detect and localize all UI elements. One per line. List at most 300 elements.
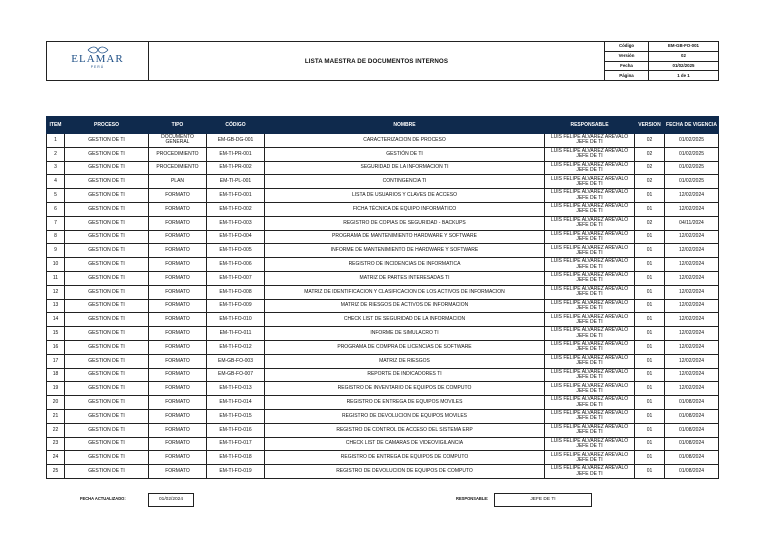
cell-proceso: GESTION DE TI xyxy=(65,327,149,341)
table-row xyxy=(47,244,719,258)
cell-item: 24 xyxy=(47,451,65,465)
cell-nombre: REGISTRO DE INVENTARIO DE EQUIPOS DE COMPUTO xyxy=(265,382,545,396)
cell-codigo: EM-TI-FO-009 xyxy=(207,299,265,313)
cell-fecha: 12/02/2024 xyxy=(665,202,719,216)
cell-responsible xyxy=(545,230,635,244)
table-row xyxy=(47,313,719,327)
cell-codigo: EM-TI-PL-001 xyxy=(207,175,265,189)
cell-responsible xyxy=(545,465,635,479)
cell-item: 6 xyxy=(47,202,65,216)
cell-item: 23 xyxy=(47,437,65,451)
cell-codigo: EM-GB-FO-003 xyxy=(207,354,265,368)
responsible-role: JEFE DE TI xyxy=(576,401,603,408)
cell-tipo: FORMATO xyxy=(149,327,207,341)
cell-item: 25 xyxy=(47,465,65,479)
cell-version: 01 xyxy=(635,285,665,299)
cell-proceso: GESTION DE TI xyxy=(65,382,149,396)
logo-subtitle: PERÚ xyxy=(90,65,105,69)
cell-responsible xyxy=(545,368,635,382)
responsible-name: LUIS FELIPE ALVAREZ AREVALO xyxy=(550,258,629,265)
cell-fecha: 12/02/2024 xyxy=(665,327,719,341)
table-row xyxy=(47,147,719,161)
responsible-name: LUIS FELIPE ALVAREZ AREVALO xyxy=(550,465,629,472)
cell-responsible xyxy=(545,244,635,258)
responsible-role: JEFE DE TI xyxy=(576,470,603,477)
cell-proceso: GESTION DE TI xyxy=(65,409,149,423)
cell-version: 01 xyxy=(635,340,665,354)
cell-nombre: REGISTRO DE ENTREGA DE EQUIPOS DE COMPUTO xyxy=(265,451,545,465)
cell-nombre: MATRIZ DE IDENTIFICACION Y CLASIFICACION DE LOS ACTIVOS DE INFORMACION xyxy=(265,285,545,299)
responsible-name: LUIS FELIPE ALVAREZ AREVALO xyxy=(550,285,629,292)
responsible-role: JEFE DE TI xyxy=(576,180,603,187)
cell-nombre: CONTINGENCIA TI xyxy=(265,175,545,189)
cell-version: 01 xyxy=(635,189,665,203)
cell-proceso: GESTION DE TI xyxy=(65,299,149,313)
cell-fecha: 12/02/2024 xyxy=(665,244,719,258)
cell-codigo: EM-TI-FO-002 xyxy=(207,202,265,216)
footer-updated-label: FECHA ACTUALIZADO: xyxy=(80,497,126,502)
cell-fecha: 12/02/2024 xyxy=(665,258,719,272)
cell-responsible xyxy=(545,175,635,189)
responsible-name: LUIS FELIPE ALVAREZ AREVALO xyxy=(550,175,629,182)
cell-fecha: 01/08/2024 xyxy=(665,423,719,437)
cell-proceso: GESTION DE TI xyxy=(65,368,149,382)
table-header-row xyxy=(47,117,719,134)
responsible-role: JEFE DE TI xyxy=(576,456,603,463)
responsible-name: LUIS FELIPE ALVAREZ AREVALO xyxy=(550,396,629,403)
cell-proceso: GESTION DE TI xyxy=(65,258,149,272)
cell-version: 02 xyxy=(635,161,665,175)
table-body xyxy=(47,134,719,479)
cell-responsible xyxy=(545,299,635,313)
cell-tipo: FORMATO xyxy=(149,230,207,244)
cell-codigo: EM-TI-FO-011 xyxy=(207,327,265,341)
table-row xyxy=(47,189,719,203)
cell-codigo: EM-TI-FO-012 xyxy=(207,340,265,354)
cell-tipo: FORMATO xyxy=(149,409,207,423)
responsible-name: LUIS FELIPE ALVAREZ AREVALO xyxy=(550,272,629,279)
cell-version: 01 xyxy=(635,368,665,382)
cell-tipo: FORMATO xyxy=(149,271,207,285)
responsible-name: LUIS FELIPE ALVAREZ AREVALO xyxy=(550,203,629,210)
cell-responsible xyxy=(545,437,635,451)
cell-proceso: GESTION DE TI xyxy=(65,134,149,148)
cell-proceso: GESTION DE TI xyxy=(65,175,149,189)
cell-responsible xyxy=(545,258,635,272)
meta-value-version: 02 xyxy=(649,51,719,61)
cell-version: 01 xyxy=(635,327,665,341)
responsible-role: JEFE DE TI xyxy=(576,360,603,367)
cell-nombre: REGISTRO DE CONTROL DE ACCESO DEL SISTEMA ERP xyxy=(265,423,545,437)
cell-responsible xyxy=(545,161,635,175)
responsible-name: LUIS FELIPE ALVAREZ AREVALO xyxy=(550,134,629,141)
cell-nombre: GESTIÓN DE TI xyxy=(265,147,545,161)
cell-tipo: FORMATO xyxy=(149,313,207,327)
column-header-responsible: RESPONSABLE xyxy=(545,117,635,134)
responsible-role: JEFE DE TI xyxy=(576,263,603,270)
cell-tipo: FORMATO xyxy=(149,396,207,410)
cell-codigo: EM-GB-DG-001 xyxy=(207,134,265,148)
cell-version: 01 xyxy=(635,409,665,423)
responsible-role: JEFE DE TI xyxy=(576,249,603,256)
meta-key-version: Versión xyxy=(605,51,649,61)
cell-fecha: 12/02/2024 xyxy=(665,354,719,368)
cell-item: 10 xyxy=(47,258,65,272)
cell-responsible xyxy=(545,313,635,327)
meta-value-date: 01/02/2025 xyxy=(649,61,719,71)
footer-responsible-value: JEFE DE TI xyxy=(494,493,592,507)
cell-tipo: FORMATO xyxy=(149,340,207,354)
cell-codigo: EM-TI-FO-016 xyxy=(207,423,265,437)
cell-proceso: GESTION DE TI xyxy=(65,465,149,479)
responsible-role: JEFE DE TI xyxy=(576,222,603,229)
cell-item: 20 xyxy=(47,396,65,410)
responsible-role: JEFE DE TI xyxy=(576,153,603,160)
column-header-version: VERSION xyxy=(635,117,665,134)
table-row xyxy=(47,202,719,216)
cell-responsible xyxy=(545,327,635,341)
cell-responsible xyxy=(545,216,635,230)
responsible-role: JEFE DE TI xyxy=(576,332,603,339)
cell-version: 01 xyxy=(635,437,665,451)
cell-responsible xyxy=(545,423,635,437)
cell-nombre: LISTA DE USUARIOS Y CLAVES DE ACCESO xyxy=(265,189,545,203)
responsible-role: JEFE DE TI xyxy=(576,235,603,242)
responsible-name: LUIS FELIPE ALVAREZ AREVALO xyxy=(550,451,629,458)
table-row xyxy=(47,465,719,479)
responsible-name: LUIS FELIPE ALVAREZ AREVALO xyxy=(550,382,629,389)
cell-fecha: 12/02/2024 xyxy=(665,285,719,299)
cell-responsible xyxy=(545,354,635,368)
responsible-role: JEFE DE TI xyxy=(576,291,603,298)
cell-responsible xyxy=(545,382,635,396)
responsible-name: LUIS FELIPE ALVAREZ AREVALO xyxy=(550,299,629,306)
cell-version: 01 xyxy=(635,396,665,410)
responsible-name: LUIS FELIPE ALVAREZ AREVALO xyxy=(550,327,629,334)
table-row xyxy=(47,161,719,175)
cell-responsible xyxy=(545,285,635,299)
cell-nombre: FICHA TÉCNICA DE EQUIPO INFORMÁTICO xyxy=(265,202,545,216)
cell-item: 8 xyxy=(47,230,65,244)
meta-value-code: EM-GB-FO-001 xyxy=(649,42,719,52)
cell-item: 12 xyxy=(47,285,65,299)
cell-nombre: INFORME DE SIMULACRO TI xyxy=(265,327,545,341)
cell-nombre: MATRIZ DE PARTES INTERESADAS TI xyxy=(265,271,545,285)
responsible-name: LUIS FELIPE ALVAREZ AREVALO xyxy=(550,410,629,417)
cell-nombre: PROGRAMA DE COMPRA DE LICENCIAS DE SOFTWARE xyxy=(265,340,545,354)
cell-codigo: EM-TI-PR-001 xyxy=(207,147,265,161)
cell-proceso: GESTION DE TI xyxy=(65,396,149,410)
cell-item: 18 xyxy=(47,368,65,382)
cell-fecha: 01/08/2024 xyxy=(665,451,719,465)
cell-codigo: EM-TI-FO-003 xyxy=(207,216,265,230)
cell-nombre: MATRIZ DE RIESGOS DE ACTIVOS DE INFORMACION xyxy=(265,299,545,313)
cell-fecha: 12/02/2024 xyxy=(665,340,719,354)
cell-tipo: FORMATO xyxy=(149,451,207,465)
cell-fecha: 12/02/2024 xyxy=(665,382,719,396)
cell-version: 02 xyxy=(635,216,665,230)
table-row xyxy=(47,216,719,230)
footer xyxy=(0,493,768,507)
responsible-name: LUIS FELIPE ALVAREZ AREVALO xyxy=(550,161,629,168)
column-header-code: CÓDIGO xyxy=(207,117,265,134)
cell-version: 02 xyxy=(635,175,665,189)
cell-tipo: FORMATO xyxy=(149,437,207,451)
responsible-role: JEFE DE TI xyxy=(576,194,603,201)
cell-proceso: GESTION DE TI xyxy=(65,354,149,368)
cell-nombre: SEGURIDAD DE LA INFORMACION TI xyxy=(265,161,545,175)
cell-proceso: GESTION DE TI xyxy=(65,285,149,299)
cell-nombre: CHECK LIST DE CAMARAS DE VIDEOVIGILANCIA xyxy=(265,437,545,451)
table-row xyxy=(47,340,719,354)
cell-item: 4 xyxy=(47,175,65,189)
cell-tipo: DOCUMENTO GENERAL xyxy=(149,134,207,148)
cell-tipo: FORMATO xyxy=(149,368,207,382)
cell-codigo: EM-TI-FO-014 xyxy=(207,396,265,410)
responsible-role: JEFE DE TI xyxy=(576,318,603,325)
cell-codigo: EM-TI-FO-007 xyxy=(207,271,265,285)
cell-proceso: GESTION DE TI xyxy=(65,202,149,216)
table-row xyxy=(47,396,719,410)
cell-fecha: 01/02/2025 xyxy=(665,134,719,148)
cell-codigo: EM-TI-FO-018 xyxy=(207,451,265,465)
cell-tipo: FORMATO xyxy=(149,382,207,396)
cell-proceso: GESTION DE TI xyxy=(65,216,149,230)
cell-version: 01 xyxy=(635,354,665,368)
cell-codigo: EM-TI-FO-001 xyxy=(207,189,265,203)
table-row xyxy=(47,409,719,423)
responsible-role: JEFE DE TI xyxy=(576,415,603,422)
cell-tipo: FORMATO xyxy=(149,285,207,299)
cell-codigo: EM-GB-FO-007 xyxy=(207,368,265,382)
cell-item: 9 xyxy=(47,244,65,258)
cell-item: 5 xyxy=(47,189,65,203)
documents-table xyxy=(46,116,719,479)
table-row xyxy=(47,299,719,313)
cell-responsible xyxy=(545,147,635,161)
cell-item: 21 xyxy=(47,409,65,423)
footer-updated-value: 01/02/2024 xyxy=(148,493,194,507)
cell-item: 17 xyxy=(47,354,65,368)
cell-tipo: FORMATO xyxy=(149,202,207,216)
responsible-role: JEFE DE TI xyxy=(576,387,603,394)
cell-codigo: EM-TI-FO-015 xyxy=(207,409,265,423)
responsible-name: LUIS FELIPE ALVAREZ AREVALO xyxy=(550,216,629,223)
cell-item: 7 xyxy=(47,216,65,230)
document-sheet xyxy=(46,41,718,479)
cell-item: 1 xyxy=(47,134,65,148)
cell-item: 11 xyxy=(47,271,65,285)
column-header-name: NOMBRE xyxy=(265,117,545,134)
responsible-role: JEFE DE TI xyxy=(576,139,603,146)
cell-nombre: MATRIZ DE RIESGOS xyxy=(265,354,545,368)
cell-tipo: PROCEDIMIENTO xyxy=(149,161,207,175)
cell-version: 01 xyxy=(635,299,665,313)
cell-fecha: 01/08/2024 xyxy=(665,409,719,423)
responsible-name: LUIS FELIPE ALVAREZ AREVALO xyxy=(550,244,629,251)
cell-proceso: GESTION DE TI xyxy=(65,161,149,175)
cell-nombre: REGISTRO DE DEVOLUCION DE EQUIPOS MOVILES xyxy=(265,409,545,423)
cell-responsible xyxy=(545,340,635,354)
cell-version: 01 xyxy=(635,382,665,396)
cell-responsible xyxy=(545,271,635,285)
cell-codigo: EM-TI-FO-013 xyxy=(207,382,265,396)
meta-key-code: Código xyxy=(605,42,649,52)
table-row xyxy=(47,230,719,244)
table-row xyxy=(47,368,719,382)
table-row xyxy=(47,134,719,148)
cell-codigo: EM-TI-FO-008 xyxy=(207,285,265,299)
responsible-name: LUIS FELIPE ALVAREZ AREVALO xyxy=(550,189,629,196)
cell-nombre: PROGRAMA DE MANTENIMIENTO HARDWARE Y SOFTWARE xyxy=(265,230,545,244)
responsible-name: LUIS FELIPE ALVAREZ AREVALO xyxy=(550,341,629,348)
cell-fecha: 01/08/2024 xyxy=(665,465,719,479)
cell-responsible xyxy=(545,189,635,203)
responsible-role: JEFE DE TI xyxy=(576,442,603,449)
cell-proceso: GESTION DE TI xyxy=(65,244,149,258)
cell-fecha: 01/08/2024 xyxy=(665,396,719,410)
cell-version: 01 xyxy=(635,244,665,258)
cell-fecha: 12/02/2024 xyxy=(665,313,719,327)
meta-value-page: 1 de 1 xyxy=(649,71,719,81)
column-header-process: PROCESO xyxy=(65,117,149,134)
responsible-role: JEFE DE TI xyxy=(576,166,603,173)
cell-item: 14 xyxy=(47,313,65,327)
responsible-name: LUIS FELIPE ALVAREZ AREVALO xyxy=(550,437,629,444)
cell-proceso: GESTION DE TI xyxy=(65,147,149,161)
cell-version: 01 xyxy=(635,423,665,437)
cell-proceso: GESTION DE TI xyxy=(65,230,149,244)
cell-version: 01 xyxy=(635,258,665,272)
footer-responsible-label: RESPONSABLE: xyxy=(456,497,489,502)
cell-codigo: EM-TI-FO-005 xyxy=(207,244,265,258)
header-table xyxy=(46,41,719,81)
responsible-role: JEFE DE TI xyxy=(576,277,603,284)
cell-fecha: 12/02/2024 xyxy=(665,271,719,285)
cell-proceso: GESTION DE TI xyxy=(65,313,149,327)
cell-version: 02 xyxy=(635,147,665,161)
column-header-type: TIPO xyxy=(149,117,207,134)
cell-codigo: EM-TI-FO-019 xyxy=(207,465,265,479)
cell-item: 22 xyxy=(47,423,65,437)
cell-version: 01 xyxy=(635,465,665,479)
cell-fecha: 12/02/2024 xyxy=(665,368,719,382)
cell-fecha: 12/02/2024 xyxy=(665,299,719,313)
cell-fecha: 01/02/2025 xyxy=(665,147,719,161)
cell-tipo: FORMATO xyxy=(149,465,207,479)
cell-nombre: CARACTERIZACION DE PROCESO xyxy=(265,134,545,148)
cell-fecha: 01/02/2025 xyxy=(665,175,719,189)
cell-responsible xyxy=(545,451,635,465)
table-row xyxy=(47,423,719,437)
table-row xyxy=(47,451,719,465)
table-row xyxy=(47,354,719,368)
responsible-role: JEFE DE TI xyxy=(576,304,603,311)
cell-tipo: FORMATO xyxy=(149,189,207,203)
cell-nombre: REGISTRO DE DEVOLUCION DE EQUIPOS DE COMPUTO xyxy=(265,465,545,479)
cell-tipo: FORMATO xyxy=(149,423,207,437)
cell-version: 02 xyxy=(635,134,665,148)
cell-tipo: PLAN xyxy=(149,175,207,189)
cell-tipo: FORMATO xyxy=(149,216,207,230)
cell-version: 01 xyxy=(635,313,665,327)
cell-item: 3 xyxy=(47,161,65,175)
cell-nombre: REGISTRO DE COPIAS DE SEGURIDAD - BACKUPS xyxy=(265,216,545,230)
cell-proceso: GESTION DE TI xyxy=(65,189,149,203)
cell-nombre: INFORME DE MANTENIMIENTO DE HARDWARE Y SOFTWARE xyxy=(265,244,545,258)
cell-proceso: GESTION DE TI xyxy=(65,437,149,451)
cell-nombre: CHECK LIST DE SEGURIDAD DE LA INFORMACION xyxy=(265,313,545,327)
cell-responsible xyxy=(545,396,635,410)
cell-item: 15 xyxy=(47,327,65,341)
cell-fecha: 01/02/2025 xyxy=(665,161,719,175)
responsible-role: JEFE DE TI xyxy=(576,429,603,436)
responsible-name: LUIS FELIPE ALVAREZ AREVALO xyxy=(550,368,629,375)
column-header-effective-date: FECHA DE VIGENCIA xyxy=(665,117,719,134)
table-row xyxy=(47,271,719,285)
cell-item: 16 xyxy=(47,340,65,354)
cell-codigo: EM-TI-FO-006 xyxy=(207,258,265,272)
table-row xyxy=(47,258,719,272)
cell-responsible xyxy=(545,202,635,216)
cell-fecha: 12/02/2024 xyxy=(665,230,719,244)
meta-key-date: Fecha xyxy=(605,61,649,71)
cell-tipo: FORMATO xyxy=(149,244,207,258)
cell-item: 19 xyxy=(47,382,65,396)
company-logo xyxy=(47,42,149,81)
cell-tipo: FORMATO xyxy=(149,258,207,272)
cell-nombre: REGISTRO DE ENTREGA DE EQUIPOS MOVILES xyxy=(265,396,545,410)
column-header-item: ITEM xyxy=(47,117,65,134)
cell-version: 01 xyxy=(635,271,665,285)
cell-fecha: 01/08/2024 xyxy=(665,437,719,451)
cell-nombre: REPORTE DE INDICADORES TI xyxy=(265,368,545,382)
cell-proceso: GESTION DE TI xyxy=(65,451,149,465)
table-row xyxy=(47,437,719,451)
responsible-name: LUIS FELIPE ALVAREZ AREVALO xyxy=(550,354,629,361)
cell-item: 13 xyxy=(47,299,65,313)
cell-responsible xyxy=(545,134,635,148)
cell-codigo: EM-TI-PR-002 xyxy=(207,161,265,175)
cell-nombre: REGISTRO DE INCIDENCIAS DE INFORMATICA xyxy=(265,258,545,272)
cell-fecha: 12/02/2024 xyxy=(665,189,719,203)
responsible-name: LUIS FELIPE ALVAREZ AREVALO xyxy=(550,313,629,320)
cell-fecha: 04/11/2024 xyxy=(665,216,719,230)
cell-proceso: GESTION DE TI xyxy=(65,271,149,285)
logo-name: ELAMAR xyxy=(71,53,124,65)
responsible-role: JEFE DE TI xyxy=(576,373,603,380)
cell-codigo: EM-TI-FO-017 xyxy=(207,437,265,451)
cell-version: 01 xyxy=(635,230,665,244)
cell-codigo: EM-TI-FO-010 xyxy=(207,313,265,327)
responsible-name: LUIS FELIPE ALVAREZ AREVALO xyxy=(550,423,629,430)
cell-tipo: PROCEDIMIENTO xyxy=(149,147,207,161)
cell-version: 01 xyxy=(635,202,665,216)
responsible-role: JEFE DE TI xyxy=(576,208,603,215)
table-row xyxy=(47,327,719,341)
responsible-name: LUIS FELIPE ALVAREZ AREVALO xyxy=(550,230,629,237)
cell-item: 2 xyxy=(47,147,65,161)
document-title: LISTA MAESTRA DE DOCUMENTOS INTERNOS xyxy=(149,42,605,81)
table-row xyxy=(47,382,719,396)
cell-version: 01 xyxy=(635,451,665,465)
responsible-role: JEFE DE TI xyxy=(576,346,603,353)
cell-proceso: GESTION DE TI xyxy=(65,340,149,354)
cell-proceso: GESTION DE TI xyxy=(65,423,149,437)
cell-codigo: EM-TI-FO-004 xyxy=(207,230,265,244)
cell-tipo: FORMATO xyxy=(149,299,207,313)
cell-responsible xyxy=(545,409,635,423)
